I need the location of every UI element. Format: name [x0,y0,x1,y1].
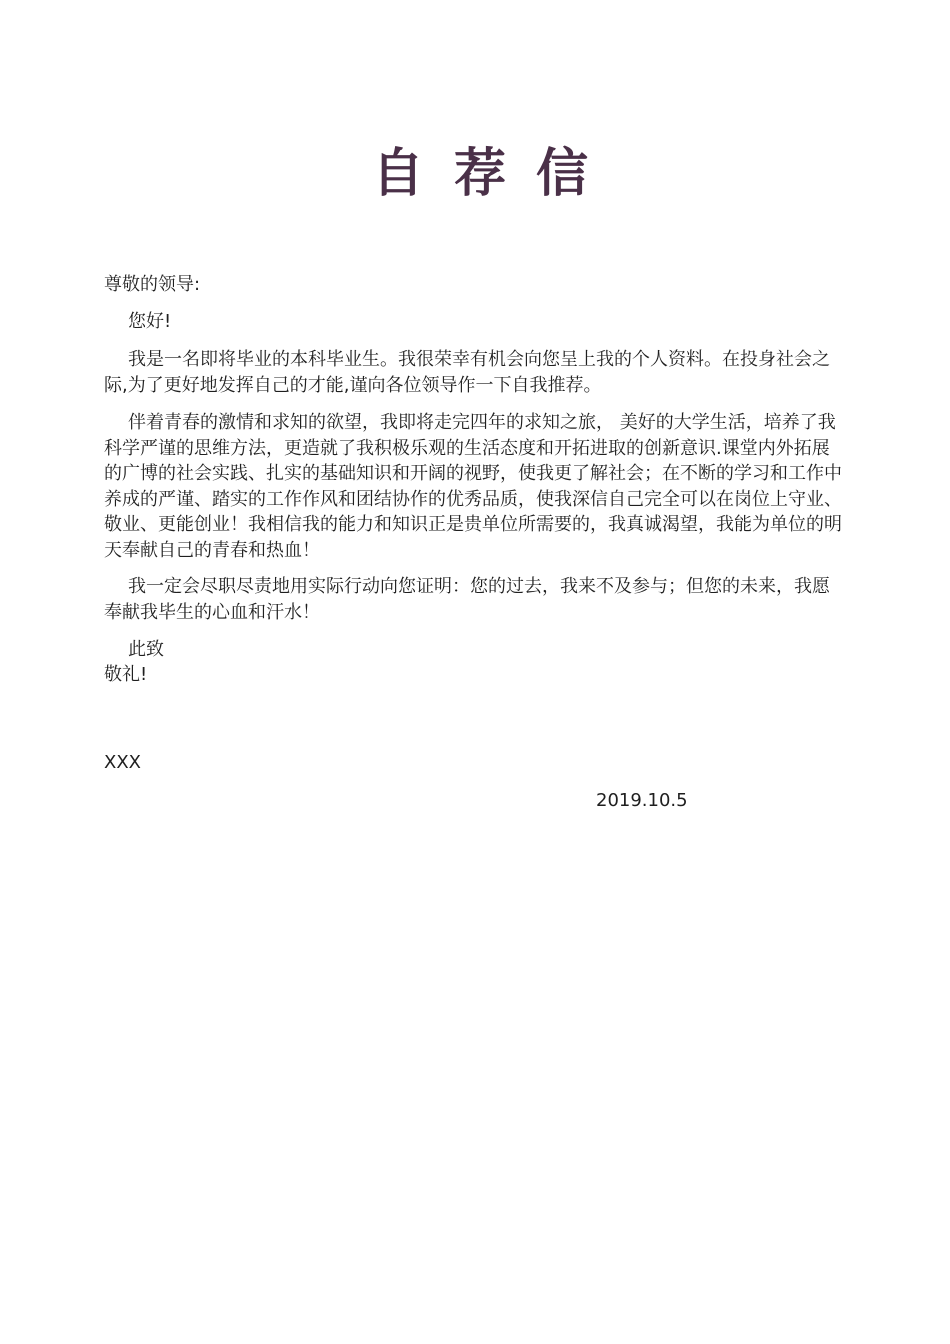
closing-line-1: 此致 [128,639,164,660]
closing-line-2: 敬礼! [104,664,148,685]
paragraph-intro: 我是一名即将毕业的本科毕业生。我很荣幸有机会向您呈上我的个人资料。在投身社会之际,为了更好地发挥自己的才能,谨向各位领导作一下自我推荐。 [104,349,830,396]
paragraph-qualifications: 伴着青春的激情和求知的欲望，我即将走完四年的求知之旅， 美好的大学生活，培养了我科学严谨的思维方法，更造就了我积极乐观的生活态度和开拓进取的创新意识.课堂内外拓展的广博的社会实践、扎实的基础知识和开阔的视野，使我更了解社会；在不断的学习和工作中养成的严谨、踏实的工作作风和团结协作的优秀品质，使我深信自己完全可以在岗位上守业、敬业、更能创业！我相信我的能力和知识正是贵单位所需要的，我真诚渴望，我能为单位的明天奉献自己的青春和热血！ [104,412,842,561]
letter-date: 2019.10.5 [596,790,688,811]
salutation: 尊敬的领导: [104,274,201,295]
letter-title: 自荐信 [371,143,618,204]
paragraph-commitment: 我一定会尽职尽责地用实际行动向您证明：您的过去，我来不及参与；但您的未来，我愿奉献我毕生的心血和汗水！ [104,576,830,623]
signature: XXX [104,752,141,773]
greeting: 您好! [128,311,172,332]
